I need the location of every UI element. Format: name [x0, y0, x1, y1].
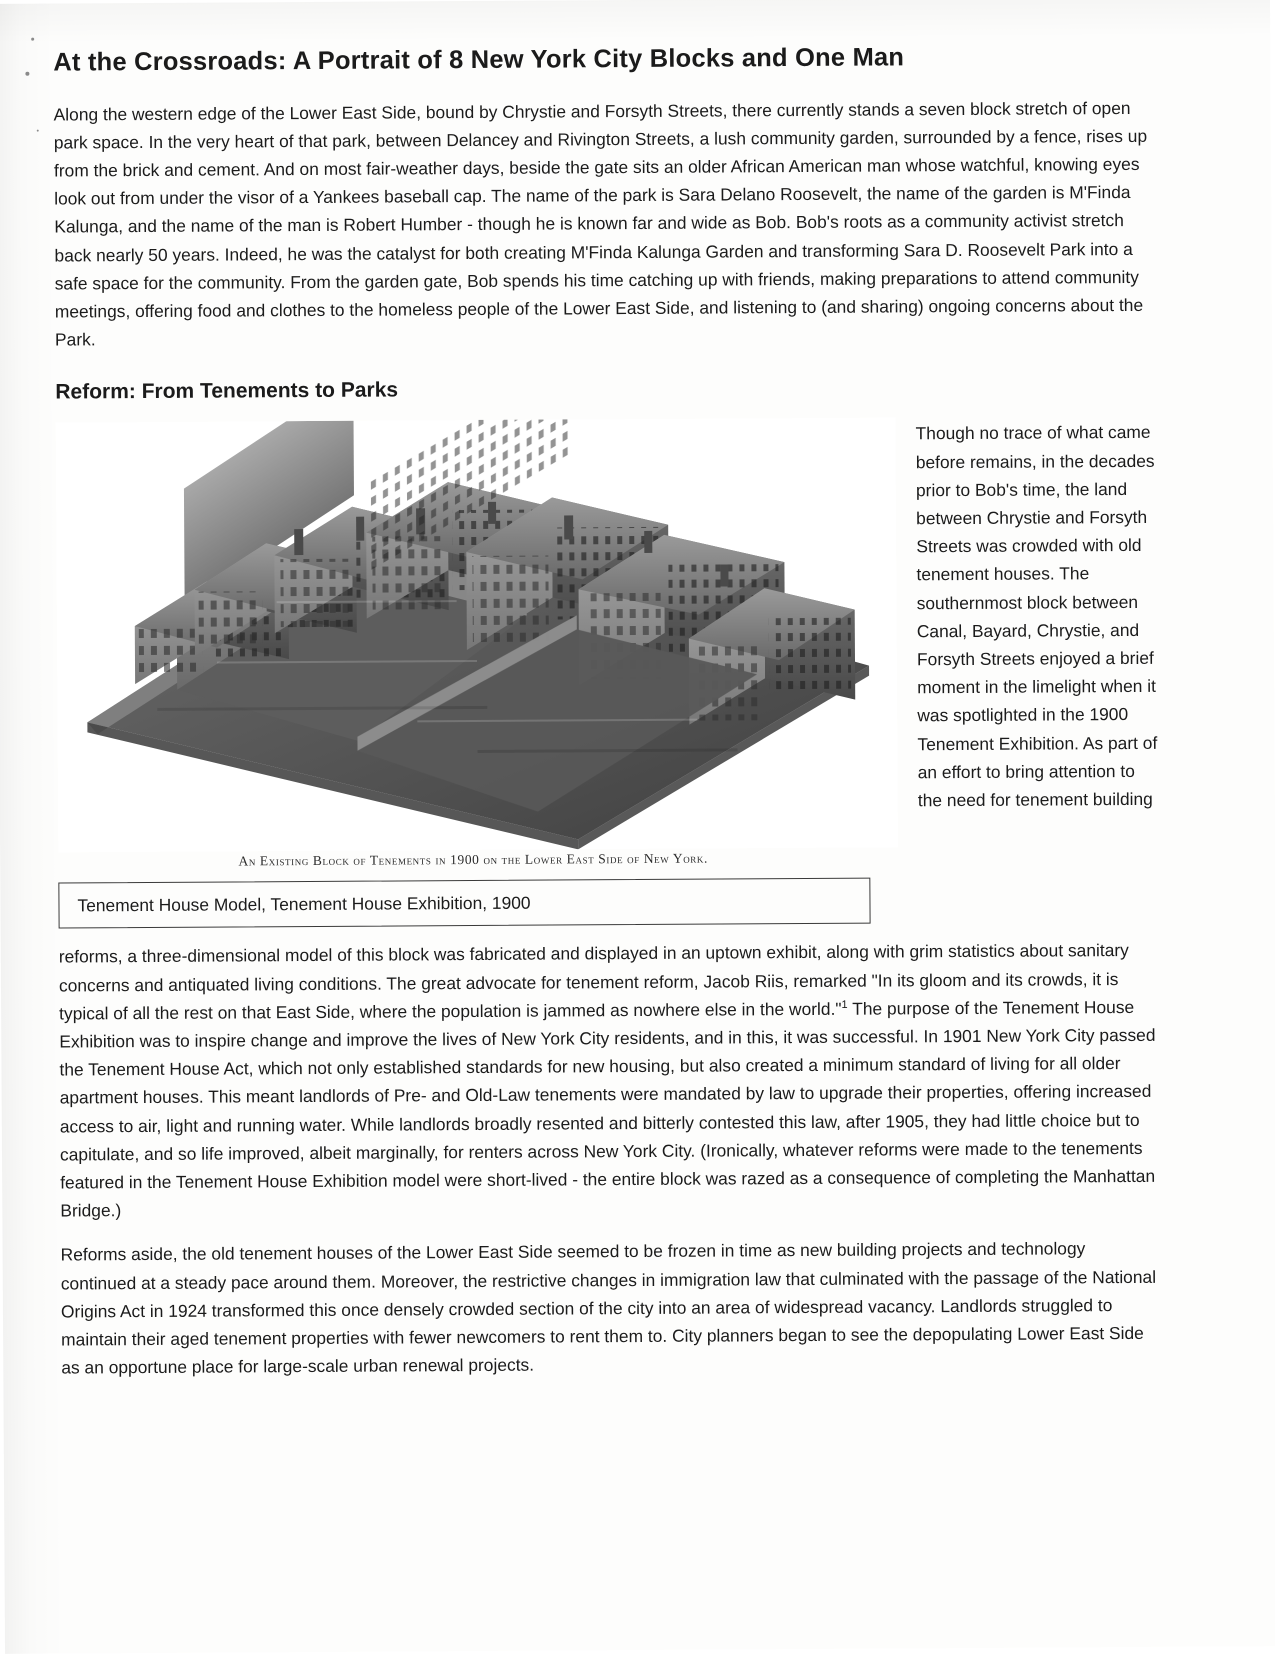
figure-and-sidebar — [56, 416, 1159, 943]
section-heading: Reform: From Tenements to Parks — [55, 378, 399, 404]
figure-caption-box — [58, 878, 870, 929]
page-title: At the Crossroads: A Portrait of 8 New York City Blocks and One Man — [53, 43, 905, 77]
scan-speck — [25, 72, 29, 76]
figure-caption-text: Tenement House Model, Tenement House Exhibition, 1900 — [77, 892, 531, 916]
sidebar-text-column: Though no trace of what came before remains, in the decades prior to Bob's time, the land between Chrystie and Forsyth Streets was crowded with old tenement houses. The southernmost block between Canal, Bayard, Chrystie, and Forsyth Streets enjoyed a brief moment in the limelight when it was spotlighted in the 1900 Tenement Exhibition. As part of an effort to bring attention to the need for tenement building — [915, 422, 1158, 811]
engraving-caption: An Existing Block of Tenements in 1900 on the Lower East Side of New York. — [238, 851, 709, 869]
document-content — [53, 41, 1161, 1398]
paragraph-2-part-b: The purpose of the Tenement House Exhibition was to inspire change and improve the lives of New York City residents, and in this, it was successful. In 1901 New York City passed the Tenement House Act, which not only established standards for new housing, but also created a minimum standard of living for all older apartment houses. This meant landlords of Pre- and Old-Law tenements were mandated by law to upgrade their properties, offering increased access to air, light and running water. While landlords broadly resented and bitterly contested this law, after 1905, they had little choice but to capitulate, and so life improved, albeit marginally, for renters across New York City. (Ironically, whatever reforms were made to the tenements featured in the Tenement House Exhibition model were short-lived - the entire block was razed as a consequence of completing the Manhattan Bridge.) — [59, 996, 1156, 1221]
paragraph-2-part-a: reforms, a three-dimensional model of this block was fabricated and displayed in an uptown exhibit, along with grim statistics about sanitary concerns and antiquated living conditions. The great advocate for tenement reform, Jacob Riis, remarked "In its gloom and its crowds, it is typical of all the rest on that East Side, where the population is jammed as nowhere else in the world." — [58, 940, 1129, 1024]
footnote-marker: 1 — [841, 998, 848, 1011]
tenement-model-image — [56, 418, 899, 853]
figure — [56, 418, 899, 929]
scan-speck — [37, 130, 39, 132]
body-paragraph-2 — [59, 936, 1161, 1225]
intro-paragraph: Along the western edge of the Lower East Side, bound by Chrystie and Forsyth Streets, there currently stands a seven block stretch of open park space. In the very heart of that park, between Delancey and Rivington Streets, a lush community garden, surrounded by a fence, rises up from the brick and cement. And on most fair-weather days, beside the gate sits an older African American man whose watchful, knowing eyes look out from under the visor of a Yankees baseball cap. The name of the park is Sara Delano Roosevelt, the name of the garden is M'Finda Kalunga, and the name of the man is Robert Humber - though he is known far and wide as Bob. Bob's roots as a community activist stretch back nearly 50 years. Indeed, he was the catalyst for both creating M'Finda Kalunga Garden and transforming Sara D. Roosevelt Park into a safe space for the community. From the garden gate, Bob spends his time catching up with friends, making preparations to attend community meetings, offering food and clothes to the homeless people of the Lower East Side, and listening to (and sharing) ongoing concerns about the Park. — [53, 97, 1148, 350]
scan-speck — [31, 38, 34, 41]
body-paragraph-3: Reforms aside, the old tenement houses of the Lower East Side seemed to be frozen in time as new building projects and technology continued at a steady pace around them. Moreover, the restrictive changes in immigration law that culminated with the passage of the National Origins Act in 1924 transformed this once densely crowded section of the city into an area of widespread vacancy. Landlords struggled to maintain their aged tenement properties with fewer newcomers to rent them to. City planners began to see the depopulating Lower East Side as an opportune place for large-scale urban renewal projects. — [60, 1238, 1157, 1378]
